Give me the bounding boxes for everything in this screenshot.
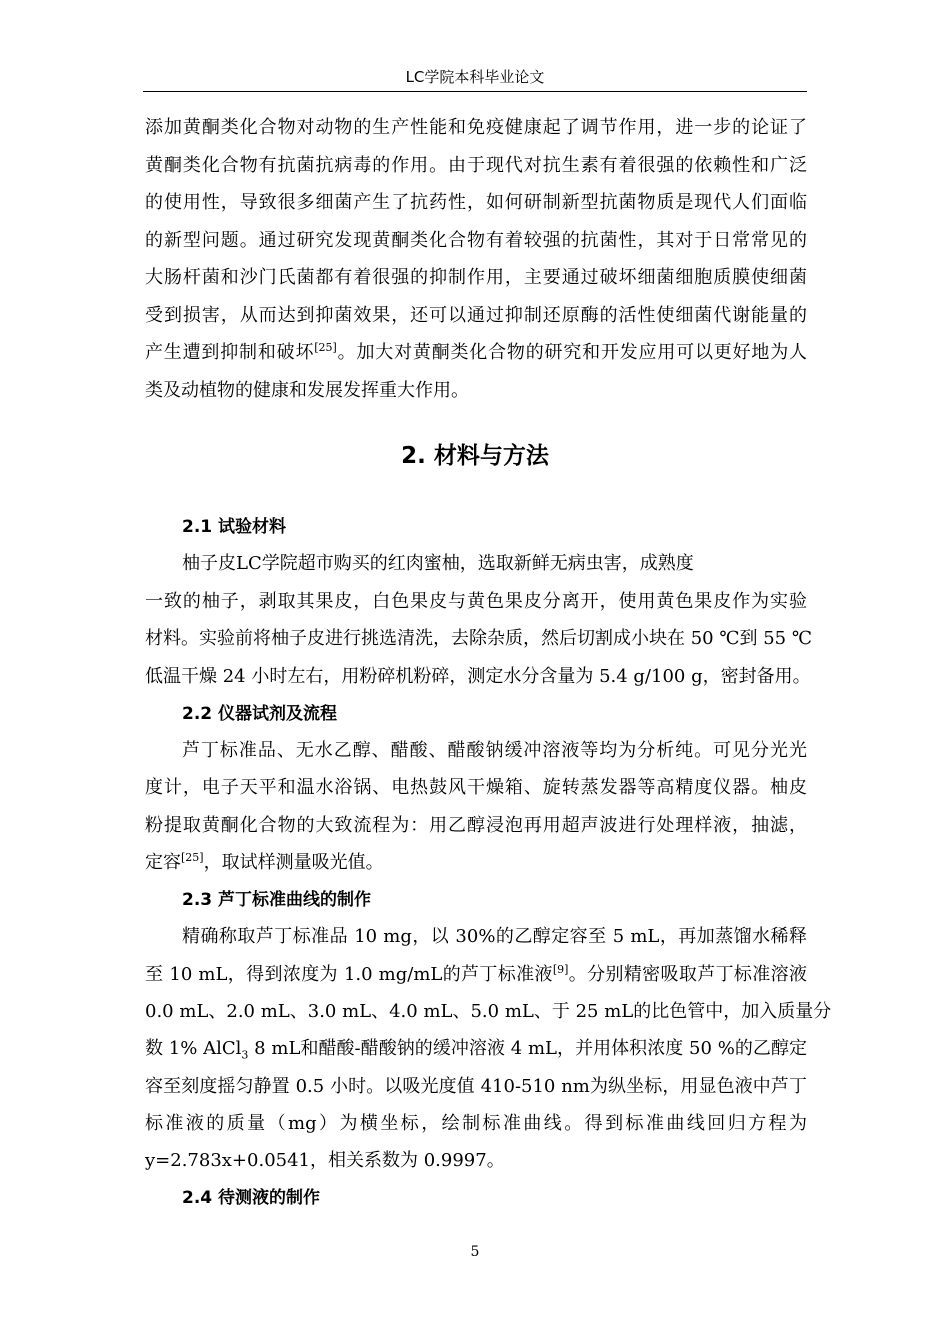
text-line: 容至刻度摇匀静置 0.5 小时。以吸光度值 410-510 nm为纵坐标，用显色液中芦丁 xyxy=(145,1076,807,1097)
text-line: 定容[25]，取试样测量吸光值。 xyxy=(145,851,384,873)
subsection-heading: 2.3 芦丁标准曲线的制作 xyxy=(182,890,372,910)
citation: [25] xyxy=(314,341,337,354)
citation: [25] xyxy=(181,851,204,864)
text-line: 受到损害，从而达到抑菌效果，还可以通过抑制还原酶的活性使细菌代谢能量的 xyxy=(145,305,807,326)
subsection-heading: 2.4 待测液的制作 xyxy=(182,1188,321,1208)
page-number: 5 xyxy=(470,1244,480,1260)
subsection-heading: 2.1 试验材料 xyxy=(182,517,287,537)
section-title: 2. 材料与方法 xyxy=(401,443,549,469)
text-line: 大肠杆菌和沙门氏菌都有着很强的抑制作用，主要通过破坏细菌细胞质膜使细菌 xyxy=(145,267,807,288)
text-line: 芦丁标准品、无水乙醇、醋酸、醋酸钠缓冲溶液等均为分析纯。可见分光光 xyxy=(182,740,807,761)
text-line: 产生遭到抑制和破坏[25]。加大对黄酮类化合物的研究和开发应用可以更好地为人 xyxy=(145,341,808,363)
text-line: 柚子皮LC学院超市购买的红肉蜜柚，选取新鲜无病虫害，成熟度 xyxy=(182,553,694,574)
header-title: LC学院本科毕业论文 xyxy=(405,68,545,86)
citation: [9] xyxy=(552,963,569,976)
text-line: 0.0 mL、2.0 mL、3.0 mL、4.0 mL、5.0 mL、于 25 mL的比色管中，加入质量分 xyxy=(145,1001,832,1022)
text-line: 数 1% AlCl$_3$ 8 mL和醋酸-醋酸钠的缓冲溶液 4 mL，并用体积浓度 50 %的乙醇定 xyxy=(145,1038,807,1062)
text-line: 材料。实验前将柚子皮进行挑选清洗，去除杂质，然后切割成小块在 50 ℃到 55 ℃ xyxy=(145,628,812,649)
text-line: 粉提取黄酮化合物的大致流程为：用乙醇浸泡再用超声波进行处理样液，抽滤， xyxy=(145,815,807,836)
text-line: 类及动植物的健康和发展发挥重大作用。 xyxy=(145,380,469,401)
text-line: 的新型问题。通过研究发现黄酮类化合物有着较强的抗菌性，其对于日常常见的 xyxy=(145,230,807,251)
text-line: y=2.783x+0.0541，相关系数为 0.9997。 xyxy=(145,1150,505,1171)
text-line: 至 10 mL，得到浓度为 1.0 mg/mL的芦丁标准液[9]。分别精密吸取芦丁标准溶液 xyxy=(145,963,807,985)
subscript: 3 xyxy=(241,1048,249,1062)
subsection-heading: 2.2 仪器试剂及流程 xyxy=(182,704,338,724)
text-line: 添加黄酮类化合物对动物的生产性能和免疫健康起了调节作用，进一步的论证了 xyxy=(145,117,807,138)
text-line: 的使用性，导致很多细菌产生了抗药性，如何研制新型抗菌物质是现代人们面临 xyxy=(145,192,807,213)
text-line: 低温干燥 24 小时左右，用粉碎机粉碎，测定水分含量为 5.4 g/100 g，密封备用。 xyxy=(145,666,811,687)
text-line: 度计，电子天平和温水浴锅、电热鼓风干燥箱、旋转蒸发器等高精度仪器。柚皮 xyxy=(145,777,807,798)
text-line: 标准液的质量（mg）为横坐标，绘制标准曲线。得到标准曲线回归方程为 xyxy=(145,1113,807,1134)
text-line: 精确称取芦丁标准品 10 mg，以 30%的乙醇定容至 5 mL，再加蒸馏水稀释 xyxy=(182,926,807,947)
text-line: 一致的柚子，剥取其果皮，白色果皮与黄色果皮分离开，使用黄色果皮作为实验 xyxy=(145,591,807,612)
header-divider xyxy=(143,91,807,92)
text-line: 黄酮类化合物有抗菌抗病毒的作用。由于现代对抗生素有着很强的依赖性和广泛 xyxy=(145,155,807,176)
